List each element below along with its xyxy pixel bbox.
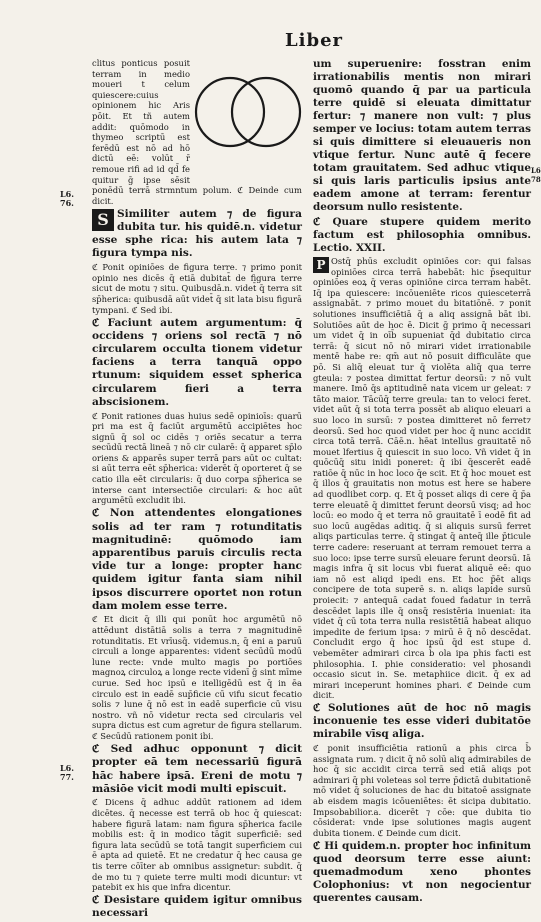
decorated-initial-s: S (92, 209, 114, 231)
marginal-note-left-bottom: L6. 77. (60, 763, 74, 782)
commentary-paragraph (313, 256, 531, 701)
head-paragraph-left (92, 208, 302, 261)
decorated-initial-p: P (313, 257, 329, 273)
commentary-paragraph: ℭ Dicens q̄ adhuc addūt rationem ad idem dicētes. q̄ necesse est terrā ob hoc q̄ quiescat: habere figurā latam: nam figura sp̄herica facile mobilis est: q̄ in modico tāgit superficiē: sed figura lata secūdū se totā tangit superficiem cui ē apta ad quietē. Et ne credatur q̄ hec causa ge tis terre cōīter ab omnibus assignetur: subdit. q̄ de mo tu ⁊ quiete terre multi modi dicuntur: vt patebit ex his que infra dicentur. (92, 797, 302, 893)
intro-lines: clitus ponticus posuit terram in medio moueri t celum quiescere:cuius opinionem hic Aris pōit. Et tñ autem addit: quōmodo in thymeo scriptū est ferēdū est nō ad hō dictū eē: volūt r̄ remoue rifi ad id qd̄ fe quitur ḡ ipse sēsit ponēdū terrā strmntum polum. ℭ Deinde cum dicit. (92, 58, 302, 206)
circle-left (196, 78, 264, 146)
head-paragraph-right: um superuenire: fosstran enim irrationabilis mentis non mirari quomō quando q̄ par ua particula terre quidē si eleuata dimittatur fertur: ⁊ manere non vult: ⁊ plus semper ve locius: totam autem terras si quis dimittere si eleuaueris non vtique fertur. Nunc autē q̄ fecere totam grauitatem. Sed adhuc vtique si quis laris particulis ipsius ante eadem amone at terram: ferentur deorsum nullo resistente. (313, 58, 531, 213)
text-paragraph: ℭ Sed adhuc opponunt ⁊ dicit propter eā tem necessariū figurā hāc habere ipsā. Ereni de motu ⁊ māsiōe vicit modi multi episcuit. (92, 743, 302, 795)
text-paragraph-body: ℭ Quare stupere quidem merito factum est philosophia omnibus. (313, 215, 531, 241)
marginal-note-left-top: L6. 76. (60, 189, 74, 208)
right-column (313, 58, 531, 906)
circles-figure (194, 58, 302, 176)
text-paragraph (313, 216, 531, 255)
text-paragraph: ℭ Faciunt autem argumentum: q̄ occidens ⁊ oriens sol recta̅ ⁊ nō circularem occulta tionem videtur faciens a terra tanquā oppo rtunum: siquidem esset spherica circularem fieri a terra abscisionem. (92, 316, 302, 408)
commentary-paragraph: ℭ Ponit rationes duas huius sedē opinioīs: quarū pri ma est q̄ faciūt argumētū accipiētes hoc signū q̄ sol oc cidēs ⁊ oriēs secatur a terra secūdū rectā lineā ⁊ nō cir cularē: q̄ apparet sp̄lo oriens & apparēs super terrā pars aūt oc cultat: si aūt terra eēt sp̄herica: viderēt q̄ oporteret q̄ se catio illa eēt circularis: q̄ duo corpa sp̄herica se interse cant intersectiōe circulari: & hoc aūt argumētū excludit ibi. (92, 410, 302, 506)
marginal-note-right: L6 78 (531, 166, 541, 184)
closing-paragraph-left: ℭ Desistare quidem igitur omnibus necessari (92, 894, 302, 920)
head-paragraph-left-text: Similiter autem ⁊ de figura dubita tur. his quidē.n. videtur esse sphe rica: his autem lata ⁊ figura tympa nis. (92, 207, 302, 260)
lectio-heading: Lectio. XXII. (313, 241, 386, 254)
closing-paragraph-right: ℭ Hi quidem.n. propter hoc infinitum quod deorsum terre esse aiunt: quemadmodum xeno phontes Colophonius: vt non negocientur querentes causam. (313, 839, 531, 904)
text-paragraph: ℭ Non attendentes elongationes solis ad ter ram ⁊ rotunditatis magnitudinē: quōmodo iam apparentibus paruis circulis recta vide tur a longe: propter hanc quidem igitur fanta siam nihil ipsos discurrere oportet non rotun dam molem esse terre. (92, 507, 302, 612)
intersecting-circles-diagram (194, 58, 302, 176)
running-head: Liber (285, 30, 344, 51)
commentary-paragraph: ℭ Et dicit q̄ illi qui ponūt hoc argumētū nō attēdunt distātiā solis a terra ⁊ magnitudinē rotunditatis. Et vrīusq̄. videmus.n. q̄ eni a paruū circuli a longe apparentes: vident̄ secūdū modū lune recte: vnde multo magis po portiōes magnoꝝ circuloꝝ a longe recte videnī ḡ sint mīme curue. Sed hoc ipsū e itelligēdū est q̄ in ēa circulo est in eadē sup̄ficie cū vifu sicut fecatio solis ⁊ lune q̄ nō est in eadē superficie cū visu nostro. vñ nō videtur recta sed circularis vel supra dictus est cum agretur de figura stellarum. ℭ Secūdū rationem ponit ibi. (92, 614, 302, 742)
commentary-paragraph: ℭ ponit insufficiētia rationū a phis circa b̄ assignata rum. ⁊ dicit q̄ nō solū aliq admirabiles de hoc q̄ sic accidit circa terrā sed etiā aliqs pot admirari q̄ phi voleteas sol terre p̄dictā dubitationē mō videt q̄ soluciones de hac du bitatoē assignate ab eisdem magis icōueniētes: ēt sicipa dubitatio. Impsobabilior.a. dicerēt ⁊ cōe: que dubita tio cōsiderat: vnde ipse solutiones magis augent dubita tionem. ℭ Deinde cum dicit. (313, 742, 531, 838)
text-paragraph: ℭ Solutiones aūt de hoc nō magis inconuenie tes esse videri dubitatōe mirabile vīsq aliga. (313, 702, 531, 741)
commentary-paragraph-body: Ostq̄ phūs excludit opiniōes cor: qui falsas opiniōes circa terrā habebāt: hic p̄sequitur opiniōes eoꝝ q̄ veras opiniōne circa terram habēt. Iq̄ ipa quiescere: incōueniēte ricos quiesceterrā assignabāt. ⁊ primo mouet du bitatiōnē. ⁊ ponit solutiones insufficiētiā q̄ a aliq assignā bāt ibi. Solutiōes aūt de hoc ē. Dicit ḡ primo q̄ necessari um videt q̄ in oīb̄ supueniat q̄d dubitatio circa terrā: q̄ sicut nō nō mirari videt irrationabile mentē habe re: qm̄ aut nō posuit difficulāte que pō. Si aliq̄ eleuat tur q̄ violēta aliq̄ qua terre gteula: ⁊ postea dimittat fertur deorsū: ⁊ nō vult manere. Imō q̄s aptitudinē nata vicem ur geleat: ⁊ tāto maior. Tācūq̄ terre greula: tan to veloci feret. videt aūt q̄ si tota terra possēt ab aliquo eleuari a suo loco in sursū: ⁊ postea dimitteret nō ferret⁊ deorsū. Sed hoc quod videt per hoc q̄ nunc accidit circa totā terrā. Cāē.n. hēat intellus grauitatē nō mouet lfertius q̄ quiescit in suo loco. Vñ videt q̄ in quōcūq̄ situ inidi poneret: q̄ ibi q̄escerēt eadē ratiōe q̄ nūc in hoc loco q̄e scit. Et q̄ hoc mouet est q̄ illos q̄ grauitatis non motus est h̄ere se habere ad quodlibet corp. q. Et q̄ posset aliqs di cere q̄ p̄a terre eleuatē q̄ dimittet ferunt deorsū visq; ad hoc locū: eo modo q̄ et terra nō grauitatē ī eodē fit ad suo locū augēdas aditiq. q̄ si aliquis sursū ferret aliqs particulas terre. q̄ stingat q̄ anteq̄ ille p̄ticule terre cadere: reseruant at terram remouet terra a suo loco: ipse terre sursū eleuare ferunt deorsū. Iā magis infra q̄ sit locus vbi fuerat aliquē eē: quo iam nō est aliqd ipedi ens. Et hoc p̄ēt aliqs concipere de tota superē s. n. aliqs lapide sursū proiecit: ⁊ antequā cadat foued fadatur in terrā descēdet lapis ille q̄ onsq̄ resistēria inueniat: ita videt q̄ cū tota terra nulla resistētiā habeat aliquo impedite de ferium ipsa: ⁊ mirū ē q̄ nō descēdat. Concludit ergo q̄ hoc ipsū q̄d est stupe d. vebemēter admirari circa b̄ ola ipa phis facti est philosophia. I. phie consideratio: vel phosandi occasio sicut in. Se. metaphiice dicit. q̄ ex ad mirari inceperunt homines phari. ℭ Deinde cum dicit. (313, 256, 531, 701)
left-column (92, 58, 302, 922)
commentary-paragraph: ℭ Ponit opiniōes de figura terre. ⁊ primo ponit opinio nes dicēs q̄ etiā dubitat̄ de figura terre sicut de motu ⁊ situ. Quibusdā.n. videt̄ q̄ terra sit sp̄herica: quibusdā aūt videt̄ q̄ sit lata bisu figurā tympani. ℭ Sed ibi. (92, 262, 302, 315)
circle-right (232, 78, 300, 146)
